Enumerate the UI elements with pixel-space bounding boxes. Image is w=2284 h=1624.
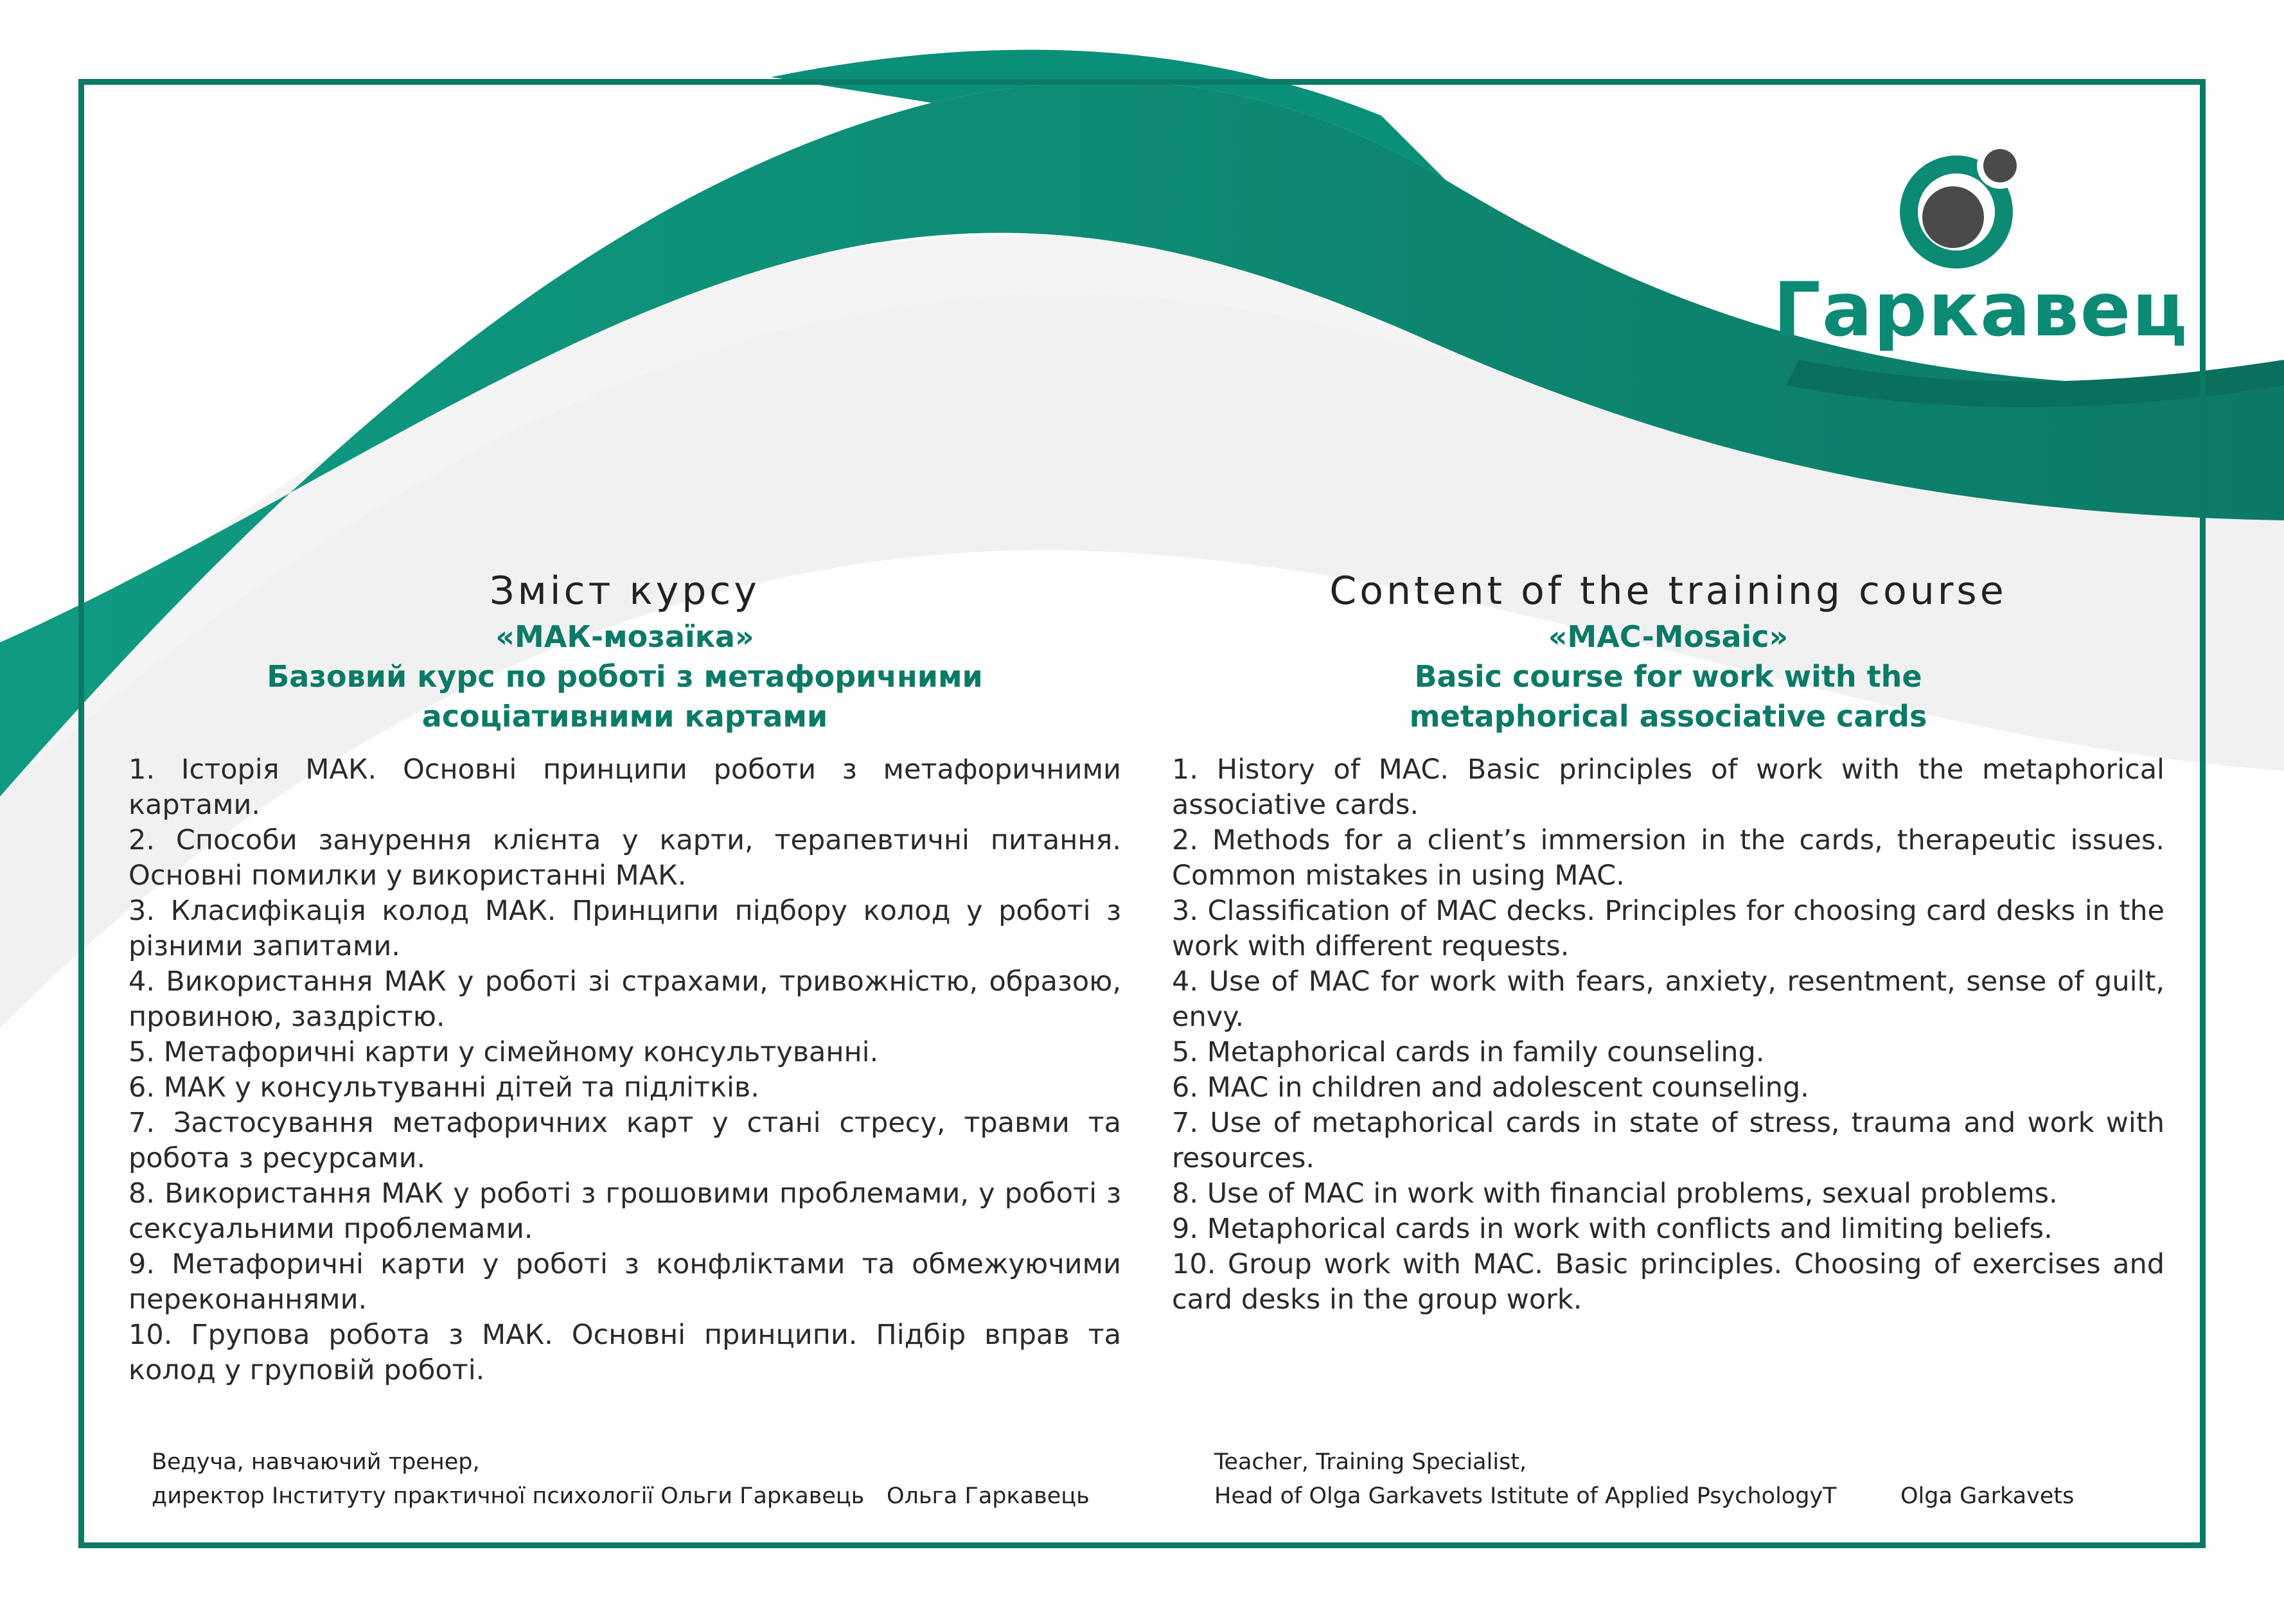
list-item: 2. Способи занурення клієнта у карти, терапевтичні питання. Основні помилки у використанні МАК. <box>128 824 1121 892</box>
list-item: 7. Use of metaphorical cards in state of stress, trauma and work with resources. <box>1172 1107 2164 1174</box>
english-content-list <box>1172 752 2164 1318</box>
list-item: 10. Group work with MAC. Basic principles. Choosing of exercises and card desks in the group work. <box>1172 1248 2164 1316</box>
ukrainian-column <box>128 565 1121 1388</box>
list-item: 5. Metaphorical cards in family counseling. <box>1172 1036 1765 1068</box>
brand-logo <box>1773 141 2189 353</box>
ukrainian-signer: Ольга Гаркавець <box>887 1483 1090 1509</box>
english-footer-role: Teacher, Training Specialist, <box>1214 1449 1527 1475</box>
list-item: 10. Групова робота з МАК. Основні принципи. Підбір вправ та колод у груповій роботі. <box>128 1319 1121 1386</box>
list-item: 5. Метафоричні карти у сімейному консультуванні. <box>128 1036 879 1068</box>
ukrainian-content-list <box>128 752 1121 1388</box>
english-column <box>1172 565 2164 1318</box>
english-subtitle-line1: Basic course for work with the <box>1414 659 1922 694</box>
english-signer: Olga Garkavets <box>1900 1483 2075 1509</box>
list-item: 1. Історія МАК. Основні принципи роботи з метафоричними картами. <box>128 754 1121 821</box>
list-item: 9. Metaphorical cards in work with conflicts and limiting beliefs. <box>1172 1213 2053 1245</box>
list-item: 8. Використання МАК у роботі з грошовими проблемами, у роботі з сексуальними проблемами. <box>128 1178 1121 1245</box>
list-item: 6. МАК у консультуванні дітей та підлітків. <box>128 1072 759 1104</box>
list-item: 1. History of MAC. Basic principles of work with the metaphorical associative cards. <box>1172 754 2164 821</box>
brand-logo-text: Гаркавец <box>1773 267 2189 353</box>
list-item: 9. Метафоричні карти у роботі з конфліктами та обмежуючими переконаннями. <box>128 1248 1121 1316</box>
ukrainian-heading: Зміст курсу <box>490 569 760 613</box>
english-footer <box>1214 1445 1837 1514</box>
list-item: 3. Classification of MAC decks. Principles for choosing card desks in the work with different requests. <box>1172 895 2164 962</box>
ukrainian-subtitle-line2: асоціативними картами <box>421 699 828 734</box>
ukrainian-footer <box>152 1445 864 1514</box>
ukrainian-course-title: «МАК-мозаїка» <box>495 619 754 654</box>
english-course-title: «MAC-Mosaic» <box>1548 619 1789 654</box>
english-heading: Content of the training course <box>1329 569 2007 613</box>
list-item: 7. Застосування метафоричних карт у стані стресу, травми та робота з ресурсами. <box>128 1107 1121 1174</box>
circles-logo-icon <box>1892 141 2027 270</box>
list-item: 4. Use of MAC for work with fears, anxiety, resentment, sense of guilt, envy. <box>1172 966 2164 1033</box>
english-subtitle-line2: metaphorical associative cards <box>1409 699 1927 734</box>
english-footer-position: Head of Olga Garkavets Istitute of Applied PsychologyT <box>1214 1483 1837 1509</box>
list-item: 2. Methods for a client’s immersion in the cards, therapeutic issues. Common mistakes in using MAC. <box>1172 824 2164 892</box>
list-item: 6. MAC in children and adolescent counseling. <box>1172 1072 1809 1104</box>
ukrainian-footer-role: Ведуча, навчаючий тренер, <box>152 1449 480 1475</box>
list-item: 4. Використання МАК у роботі зі страхами, тривожністю, образою, провиною, заздрістю. <box>128 966 1121 1033</box>
list-item: 3. Класифікація колод МАК. Принципи підбору колод у роботі з різними запитами. <box>128 895 1121 962</box>
ukrainian-subtitle-line1: Базовий курс по роботі з метафоричними <box>267 659 983 694</box>
list-item: 8. Use of MAC in work with financial problems, sexual problems. <box>1172 1178 2058 1210</box>
ukrainian-footer-position: директор Інституту практичної психології Ольги Гаркавець <box>152 1483 865 1509</box>
